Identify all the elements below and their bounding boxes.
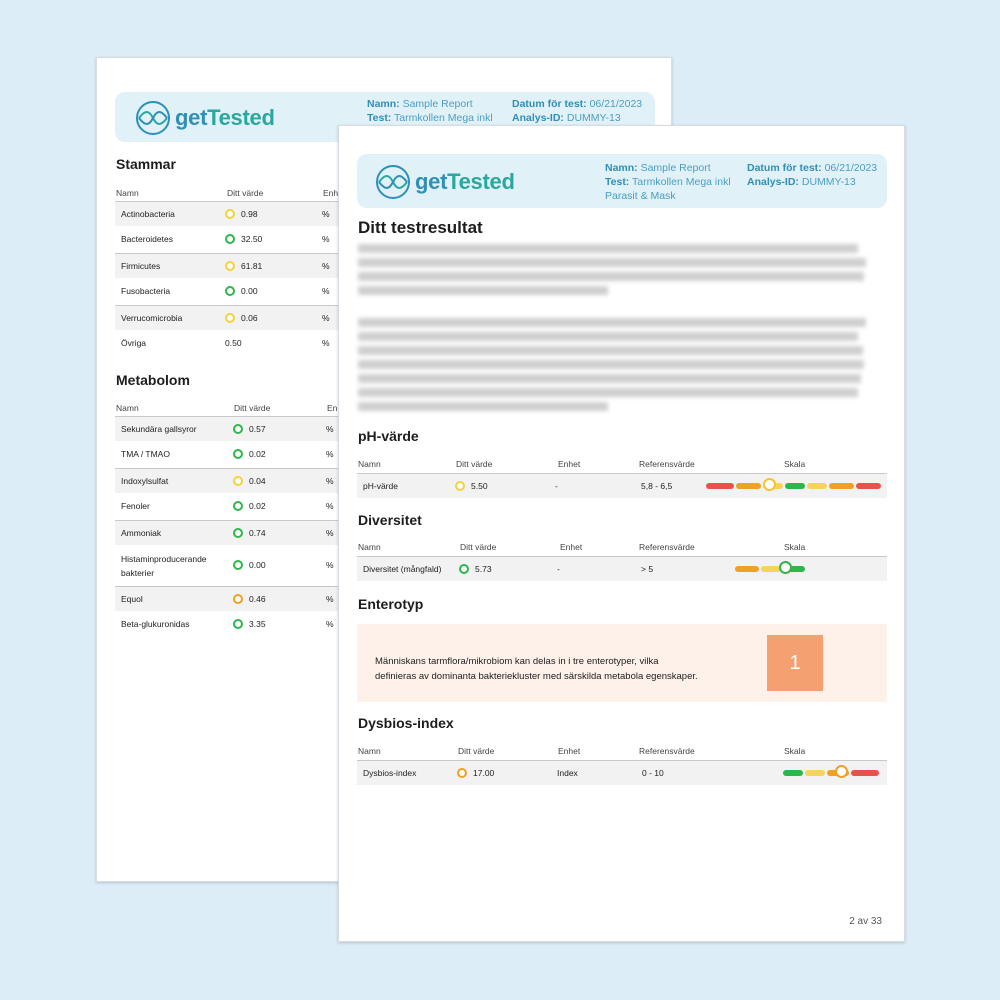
section-title-ph: pH-värde — [358, 428, 419, 444]
row-value: 0.98 — [241, 209, 258, 219]
test-name-line2: Parasit & Mask — [605, 190, 676, 202]
col-head-scale: Skala — [784, 542, 806, 552]
col-head-name: Namn — [116, 403, 139, 413]
header-date-id: Datum för test: 06/21/2023 Analys-ID: DUMMY-13 — [512, 98, 643, 124]
dysbios-scale-bar — [783, 770, 881, 776]
row-unit: % — [322, 261, 330, 271]
header-name-test: Namn: Sample Report Test: Tarmkollen Mega inkl Parasit & Mask — [605, 162, 731, 202]
logo-get: get — [415, 169, 448, 194]
status-dot-icon — [225, 286, 235, 296]
row-name-line2: bakterier — [121, 568, 155, 579]
row-unit: % — [326, 619, 334, 629]
dna-logo-icon — [375, 164, 411, 200]
row-value: 5.73 — [475, 564, 492, 574]
table-row — [357, 556, 887, 581]
analysis-id: DUMMY-13 — [801, 176, 856, 188]
col-head-ref: Referensvärde — [639, 459, 695, 469]
section-title-stammar: Stammar — [116, 156, 176, 172]
row-ref: 5,8 - 6,5 — [641, 481, 673, 491]
row-unit: % — [322, 313, 330, 323]
row-name: Equol — [121, 594, 143, 604]
row-name: TMA / TMAO — [121, 449, 170, 459]
page-title: Ditt testresultat — [358, 218, 483, 237]
status-dot-icon — [233, 424, 243, 434]
col-head-value: Ditt värde — [460, 542, 497, 552]
test-name: Tarmkollen Mega inkl — [632, 176, 731, 188]
col-head-name: Namn — [358, 542, 381, 552]
col-head-ref: Referensvärde — [639, 746, 695, 756]
row-value: 5.50 — [471, 481, 488, 491]
section-title-diversitet: Diversitet — [358, 512, 422, 528]
row-value: 3.35 — [249, 619, 266, 629]
row-name: Firmicutes — [121, 261, 161, 271]
row-unit: % — [326, 528, 334, 538]
enterotype-description: Människans tarmflora/mikrobiom kan delas in i tre enterotyper, vilka definieras av dominanta bakteriekluster med särskilda metabola egenskaper. — [375, 656, 698, 682]
logo-tested: Tested — [447, 169, 515, 194]
row-value: 0.00 — [241, 286, 258, 296]
row-name: Fenoler — [121, 501, 150, 511]
row-value: 0.50 — [225, 338, 242, 348]
row-value: 0.57 — [249, 424, 266, 434]
row-name: Beta-glukuronidas — [121, 619, 190, 629]
table-row — [357, 760, 887, 785]
col-head-unit: Enhet — [560, 542, 583, 552]
header-name-test: Namn: Sample Report Test: Tarmkollen Mega inkl — [367, 98, 493, 124]
col-head-unit: En — [327, 403, 338, 413]
row-unit: % — [322, 338, 330, 348]
row-unit: % — [326, 594, 334, 604]
col-head-ref: Referensvärde — [639, 542, 695, 552]
col-head-value: Ditt värde — [234, 403, 271, 413]
dysbios-scale-marker — [835, 765, 848, 778]
row-value: 0.02 — [249, 501, 266, 511]
col-head-name: Namn — [358, 459, 381, 469]
logo-tested: Tested — [207, 105, 275, 130]
row-value: 0.06 — [241, 313, 258, 323]
row-unit: % — [326, 449, 334, 459]
section-title-enterotyp: Enterotyp — [358, 596, 424, 612]
row-name: Verrucomicrobia — [121, 313, 183, 323]
status-dot-icon — [225, 209, 235, 219]
row-ref: > 5 — [641, 564, 654, 574]
row-name: Dysbios-index — [363, 768, 417, 778]
col-head-unit: Enhet — [558, 459, 581, 469]
status-dot-icon — [459, 564, 469, 574]
status-dot-icon — [225, 313, 235, 323]
status-dot-icon — [233, 528, 243, 538]
row-value: 17.00 — [473, 768, 495, 778]
logo-get: get — [175, 105, 208, 130]
enterotype-value-badge: 1 — [767, 635, 823, 691]
test-date: 06/21/2023 — [824, 162, 878, 174]
row-unit: % — [322, 286, 330, 296]
page-number: 2 av 33 — [849, 916, 882, 927]
diversity-scale-marker — [779, 561, 792, 574]
col-head-value: Ditt värde — [458, 746, 495, 756]
status-dot-icon — [233, 619, 243, 629]
row-value: 0.04 — [249, 476, 266, 486]
row-unit: % — [326, 424, 334, 434]
analysis-id: DUMMY-13 — [566, 112, 621, 124]
row-value: 0.74 — [249, 528, 266, 538]
row-value: 0.00 — [249, 560, 266, 570]
report-page-front — [338, 125, 905, 942]
col-head-unit: Enhet — [558, 746, 581, 756]
row-unit: % — [322, 209, 330, 219]
row-name: Sekundära gallsyror — [121, 424, 197, 434]
header-date-id: Datum för test: 06/21/2023 Analys-ID: DUMMY-13 — [747, 162, 878, 188]
col-head-name: Namn — [116, 188, 139, 198]
row-name: Ammoniak — [121, 528, 162, 538]
row-unit: % — [326, 476, 334, 486]
blurred-paragraph — [358, 244, 868, 295]
dna-logo-icon — [135, 100, 171, 136]
report-header — [357, 154, 887, 208]
status-dot-icon — [233, 449, 243, 459]
row-unit: % — [326, 560, 334, 570]
status-dot-icon — [457, 768, 467, 778]
col-head-unit: Enh — [323, 188, 339, 198]
row-value: 0.02 — [249, 449, 266, 459]
row-name: pH-värde — [363, 481, 398, 491]
col-head-scale: Skala — [784, 459, 806, 469]
status-dot-icon — [225, 234, 235, 244]
row-unit: - — [557, 564, 560, 574]
section-title-metabolom: Metabolom — [116, 372, 190, 388]
section-title-dysbios: Dysbios-index — [358, 715, 454, 731]
row-ref: 0 - 10 — [642, 768, 664, 778]
status-dot-icon — [233, 560, 243, 570]
row-name: Actinobacteria — [121, 209, 175, 219]
row-unit: Index — [557, 768, 578, 778]
col-head-name: Namn — [358, 746, 381, 756]
report-name: Sample Report — [402, 98, 473, 110]
col-head-value: Ditt värde — [456, 459, 493, 469]
diversity-scale-bar — [735, 566, 805, 572]
col-head-value: Ditt värde — [227, 188, 264, 198]
gettested-logo — [135, 100, 275, 136]
row-unit: - — [555, 481, 558, 491]
row-unit: % — [322, 234, 330, 244]
row-name: Bacteroidetes — [121, 234, 173, 244]
ph-scale-marker — [763, 478, 776, 491]
row-unit: % — [326, 501, 334, 511]
status-dot-icon — [233, 594, 243, 604]
row-name: Histaminproducerande — [121, 554, 207, 565]
test-date: 06/21/2023 — [589, 98, 643, 110]
table-row — [357, 473, 887, 498]
test-name: Tarmkollen Mega inkl — [394, 112, 493, 124]
row-name: Diversitet (mångfald) — [363, 564, 442, 574]
row-value: 0.46 — [249, 594, 266, 604]
status-dot-icon — [225, 261, 235, 271]
row-name: Övriga — [121, 338, 147, 348]
report-name: Sample Report — [640, 162, 711, 174]
row-name: Indoxylsulfat — [121, 476, 169, 486]
blurred-paragraph — [358, 318, 868, 411]
col-head-scale: Skala — [784, 746, 806, 756]
ph-scale-bar — [706, 483, 881, 489]
row-name: Fusobacteria — [121, 286, 171, 296]
status-dot-icon — [455, 481, 465, 491]
status-dot-icon — [233, 501, 243, 511]
gettested-logo — [375, 164, 515, 200]
row-value: 32.50 — [241, 234, 263, 244]
status-dot-icon — [233, 476, 243, 486]
enterotype-card — [357, 624, 887, 702]
row-value: 61.81 — [241, 261, 263, 271]
